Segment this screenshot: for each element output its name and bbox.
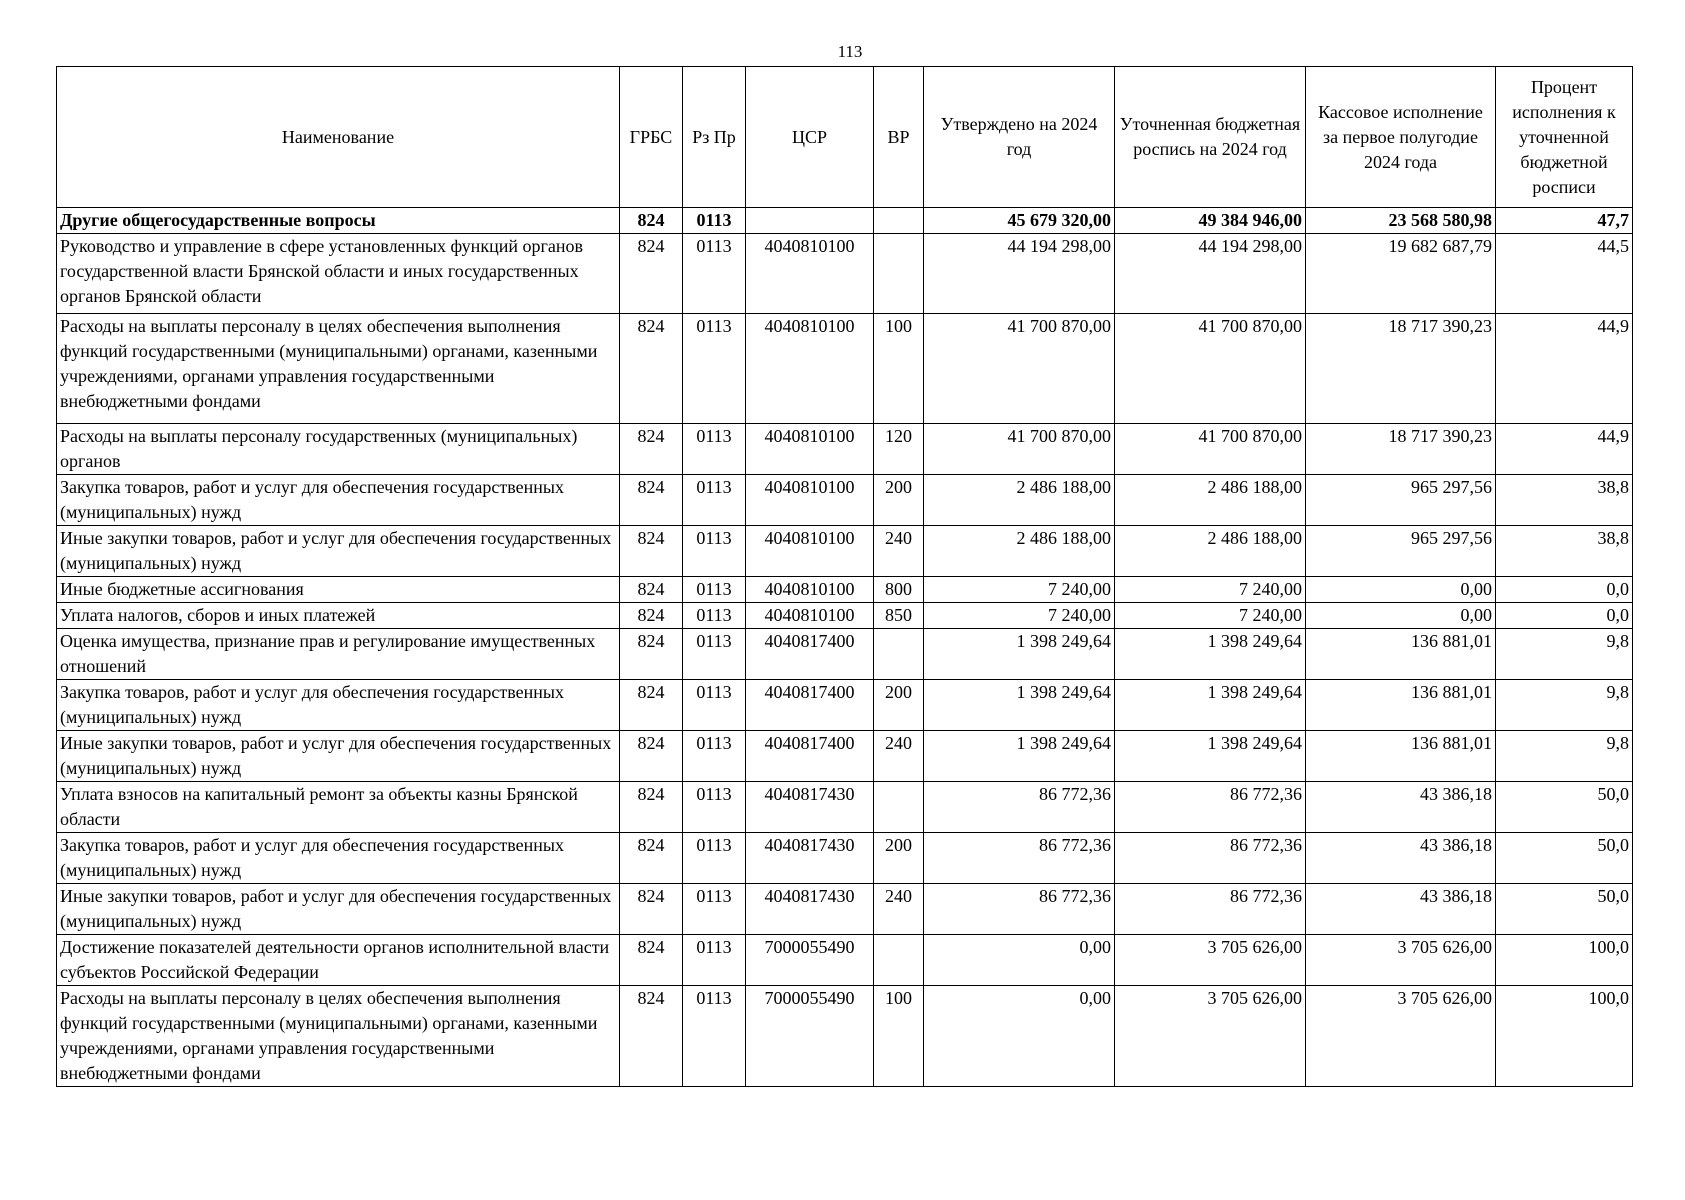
row-cash: 3 705 626,00 <box>1306 986 1496 1087</box>
row-csr: 4040810100 <box>746 314 874 424</box>
row-refined: 7 240,00 <box>1115 603 1306 629</box>
row-cash: 43 386,18 <box>1306 782 1496 833</box>
row-rzpr: 0113 <box>683 935 746 986</box>
row-vr: 200 <box>874 475 924 526</box>
row-percent: 9,8 <box>1496 629 1633 680</box>
row-refined: 3 705 626,00 <box>1115 935 1306 986</box>
row-rzpr: 0113 <box>683 680 746 731</box>
row-name: Иные закупки товаров, работ и услуг для обеспечения государственных (муниципальных) нужд <box>57 731 620 782</box>
row-grbs: 824 <box>620 475 683 526</box>
row-name: Другие общегосударственные вопросы <box>57 208 620 234</box>
page-number: 113 <box>837 42 863 61</box>
row-cash: 18 717 390,23 <box>1306 424 1496 475</box>
row-cash: 19 682 687,79 <box>1306 234 1496 314</box>
table-row <box>57 526 1633 577</box>
row-vr <box>874 234 924 314</box>
row-name: Достижение показателей деятельности органов исполнительной власти субъектов Российской Федерации <box>57 935 620 986</box>
row-rzpr: 0113 <box>683 731 746 782</box>
row-csr: 4040810100 <box>746 475 874 526</box>
row-cash: 18 717 390,23 <box>1306 314 1496 424</box>
row-csr: 4040810100 <box>746 526 874 577</box>
row-name: Уплата налогов, сборов и иных платежей <box>57 603 620 629</box>
row-refined: 86 772,36 <box>1115 884 1306 935</box>
row-csr: 4040817400 <box>746 680 874 731</box>
table-row <box>57 884 1633 935</box>
row-vr: 850 <box>874 603 924 629</box>
row-grbs: 824 <box>620 884 683 935</box>
table-header <box>57 67 1633 208</box>
row-refined: 1 398 249,64 <box>1115 680 1306 731</box>
row-vr: 800 <box>874 577 924 603</box>
row-approved: 2 486 188,00 <box>924 526 1115 577</box>
table-row <box>57 935 1633 986</box>
table-row <box>57 208 1633 234</box>
row-approved: 1 398 249,64 <box>924 731 1115 782</box>
row-rzpr: 0113 <box>683 833 746 884</box>
row-csr: 7000055490 <box>746 935 874 986</box>
table-row <box>57 833 1633 884</box>
row-percent: 50,0 <box>1496 782 1633 833</box>
row-grbs: 824 <box>620 577 683 603</box>
table-row <box>57 731 1633 782</box>
row-name: Расходы на выплаты персоналу в целях обеспечения выполнения функций государственными (муниципальными) органами, казенными учреждениями, органами управления государственными внебюджетными фондами <box>57 986 620 1087</box>
row-csr: 4040810100 <box>746 234 874 314</box>
row-refined: 2 486 188,00 <box>1115 526 1306 577</box>
row-name: Закупка товаров, работ и услуг для обеспечения государственных (муниципальных) нужд <box>57 680 620 731</box>
row-rzpr: 0113 <box>683 234 746 314</box>
row-rzpr: 0113 <box>683 603 746 629</box>
row-refined: 2 486 188,00 <box>1115 475 1306 526</box>
row-name: Уплата взносов на капитальный ремонт за объекты казны Брянской области <box>57 782 620 833</box>
row-csr: 4040817400 <box>746 629 874 680</box>
row-rzpr: 0113 <box>683 884 746 935</box>
row-cash: 3 705 626,00 <box>1306 935 1496 986</box>
row-name: Закупка товаров, работ и услуг для обеспечения государственных (муниципальных) нужд <box>57 833 620 884</box>
row-csr <box>746 208 874 234</box>
row-grbs: 824 <box>620 603 683 629</box>
header-rzpr: Рз Пр <box>683 67 746 208</box>
row-percent: 0,0 <box>1496 603 1633 629</box>
table-row <box>57 475 1633 526</box>
row-name: Иные бюджетные ассигнования <box>57 577 620 603</box>
row-grbs: 824 <box>620 833 683 884</box>
row-csr: 7000055490 <box>746 986 874 1087</box>
row-approved: 0,00 <box>924 935 1115 986</box>
table-row <box>57 314 1633 424</box>
row-percent: 100,0 <box>1496 986 1633 1087</box>
table-row <box>57 603 1633 629</box>
row-csr: 4040817430 <box>746 833 874 884</box>
table-row <box>57 680 1633 731</box>
table-row <box>57 234 1633 314</box>
row-percent: 9,8 <box>1496 680 1633 731</box>
row-name: Руководство и управление в сфере установленных функций органов государственной власти Брянской области и иных государственных органов Брянской области <box>57 234 620 314</box>
row-refined: 1 398 249,64 <box>1115 731 1306 782</box>
row-cash: 965 297,56 <box>1306 526 1496 577</box>
row-approved: 41 700 870,00 <box>924 314 1115 424</box>
row-name: Расходы на выплаты персоналу в целях обеспечения выполнения функций государственными (муниципальными) органами, казенными учреждениями, органами управления государственными внебюджетными фондами <box>57 314 620 424</box>
header-approved: Утверждено на 2024 год <box>924 67 1115 208</box>
row-percent: 38,8 <box>1496 475 1633 526</box>
row-approved: 1 398 249,64 <box>924 629 1115 680</box>
row-percent: 38,8 <box>1496 526 1633 577</box>
header-grbs: ГРБС <box>620 67 683 208</box>
row-approved: 86 772,36 <box>924 833 1115 884</box>
row-csr: 4040817430 <box>746 782 874 833</box>
row-rzpr: 0113 <box>683 629 746 680</box>
row-percent: 47,7 <box>1496 208 1633 234</box>
row-rzpr: 0113 <box>683 986 746 1087</box>
row-vr: 240 <box>874 731 924 782</box>
row-grbs: 824 <box>620 314 683 424</box>
row-csr: 4040810100 <box>746 424 874 475</box>
row-cash: 965 297,56 <box>1306 475 1496 526</box>
row-cash: 0,00 <box>1306 603 1496 629</box>
row-vr: 240 <box>874 526 924 577</box>
row-approved: 41 700 870,00 <box>924 424 1115 475</box>
row-grbs: 824 <box>620 935 683 986</box>
row-csr: 4040810100 <box>746 603 874 629</box>
row-refined: 86 772,36 <box>1115 833 1306 884</box>
table-row <box>57 424 1633 475</box>
row-vr <box>874 935 924 986</box>
row-percent: 44,9 <box>1496 424 1633 475</box>
row-vr: 200 <box>874 680 924 731</box>
row-cash: 136 881,01 <box>1306 629 1496 680</box>
row-cash: 23 568 580,98 <box>1306 208 1496 234</box>
row-vr: 100 <box>874 986 924 1087</box>
row-grbs: 824 <box>620 526 683 577</box>
row-percent: 44,5 <box>1496 234 1633 314</box>
row-vr <box>874 629 924 680</box>
table-body <box>57 208 1633 1087</box>
row-rzpr: 0113 <box>683 208 746 234</box>
row-approved: 7 240,00 <box>924 603 1115 629</box>
row-rzpr: 0113 <box>683 424 746 475</box>
row-refined: 3 705 626,00 <box>1115 986 1306 1087</box>
row-cash: 43 386,18 <box>1306 884 1496 935</box>
table-row <box>57 577 1633 603</box>
row-rzpr: 0113 <box>683 577 746 603</box>
row-percent: 9,8 <box>1496 731 1633 782</box>
row-cash: 136 881,01 <box>1306 680 1496 731</box>
budget-table <box>56 66 1633 1087</box>
row-percent: 0,0 <box>1496 577 1633 603</box>
row-vr: 240 <box>874 884 924 935</box>
row-approved: 2 486 188,00 <box>924 475 1115 526</box>
row-refined: 7 240,00 <box>1115 577 1306 603</box>
row-name: Оценка имущества, признание прав и регулирование имущественных отношений <box>57 629 620 680</box>
row-approved: 7 240,00 <box>924 577 1115 603</box>
table-row <box>57 629 1633 680</box>
row-rzpr: 0113 <box>683 782 746 833</box>
row-vr: 120 <box>874 424 924 475</box>
row-percent: 50,0 <box>1496 833 1633 884</box>
row-approved: 0,00 <box>924 986 1115 1087</box>
header-name: Наименование <box>57 67 620 208</box>
row-refined: 1 398 249,64 <box>1115 629 1306 680</box>
row-rzpr: 0113 <box>683 526 746 577</box>
header-cash: Кассовое исполнение за первое полугодие 2024 года <box>1306 67 1496 208</box>
row-vr: 100 <box>874 314 924 424</box>
row-refined: 86 772,36 <box>1115 782 1306 833</box>
row-approved: 1 398 249,64 <box>924 680 1115 731</box>
header-vr: ВР <box>874 67 924 208</box>
header-refined: Уточненная бюджетная роспись на 2024 год <box>1115 67 1306 208</box>
row-csr: 4040810100 <box>746 577 874 603</box>
row-vr <box>874 208 924 234</box>
row-percent: 100,0 <box>1496 935 1633 986</box>
row-grbs: 824 <box>620 782 683 833</box>
row-name: Иные закупки товаров, работ и услуг для обеспечения государственных (муниципальных) нужд <box>57 526 620 577</box>
row-grbs: 824 <box>620 680 683 731</box>
header-percent: Процент исполнения к уточненной бюджетной росписи <box>1496 67 1633 208</box>
row-approved: 44 194 298,00 <box>924 234 1115 314</box>
header-csr: ЦСР <box>746 67 874 208</box>
row-percent: 50,0 <box>1496 884 1633 935</box>
row-name: Закупка товаров, работ и услуг для обеспечения государственных (муниципальных) нужд <box>57 475 620 526</box>
table-row <box>57 986 1633 1087</box>
row-cash: 136 881,01 <box>1306 731 1496 782</box>
row-csr: 4040817400 <box>746 731 874 782</box>
row-rzpr: 0113 <box>683 475 746 526</box>
row-grbs: 824 <box>620 208 683 234</box>
row-grbs: 824 <box>620 986 683 1087</box>
row-grbs: 824 <box>620 629 683 680</box>
row-csr: 4040817430 <box>746 884 874 935</box>
row-refined: 49 384 946,00 <box>1115 208 1306 234</box>
row-vr <box>874 782 924 833</box>
row-approved: 45 679 320,00 <box>924 208 1115 234</box>
row-grbs: 824 <box>620 234 683 314</box>
row-rzpr: 0113 <box>683 314 746 424</box>
row-percent: 44,9 <box>1496 314 1633 424</box>
row-refined: 41 700 870,00 <box>1115 424 1306 475</box>
row-vr: 200 <box>874 833 924 884</box>
row-grbs: 824 <box>620 731 683 782</box>
row-name: Иные закупки товаров, работ и услуг для обеспечения государственных (муниципальных) нужд <box>57 884 620 935</box>
row-cash: 43 386,18 <box>1306 833 1496 884</box>
table-row <box>57 782 1633 833</box>
row-approved: 86 772,36 <box>924 884 1115 935</box>
row-name: Расходы на выплаты персоналу государственных (муниципальных) органов <box>57 424 620 475</box>
row-cash: 0,00 <box>1306 577 1496 603</box>
row-refined: 44 194 298,00 <box>1115 234 1306 314</box>
row-refined: 41 700 870,00 <box>1115 314 1306 424</box>
row-approved: 86 772,36 <box>924 782 1115 833</box>
row-grbs: 824 <box>620 424 683 475</box>
